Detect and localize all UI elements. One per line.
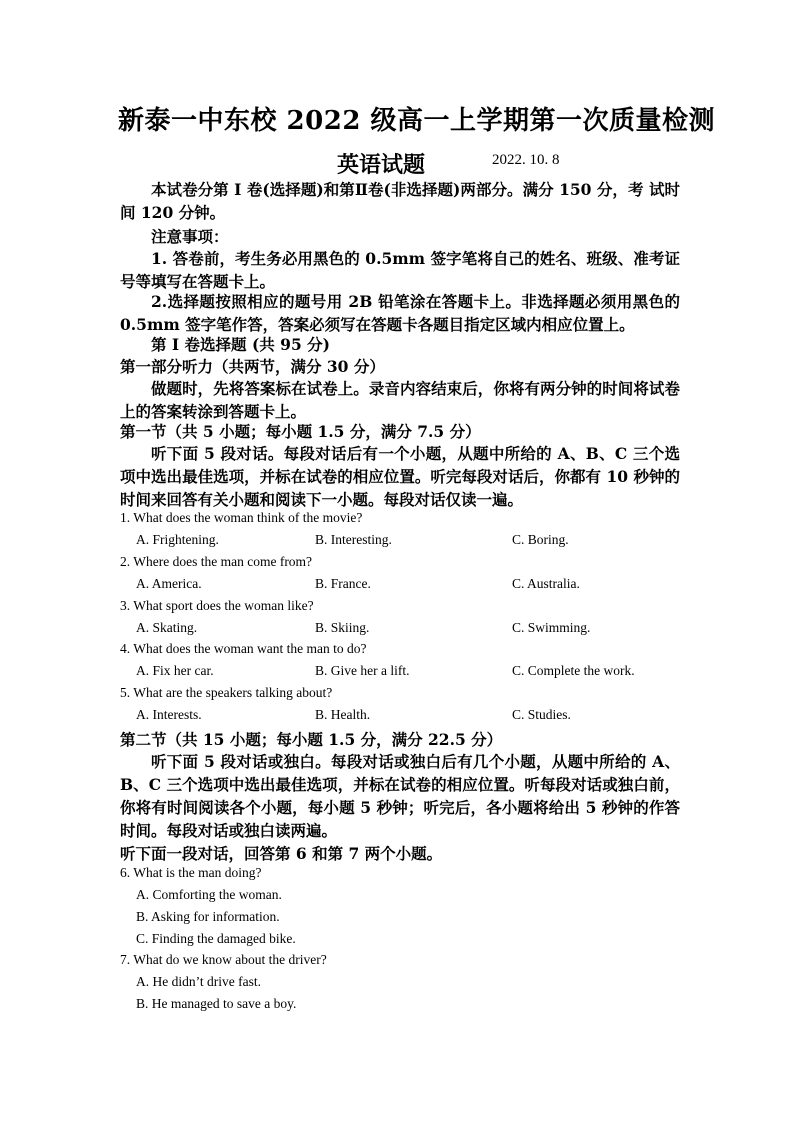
- question-1-option-a: A. Frightening.: [136, 532, 219, 547]
- notice-item-1: 1. 答卷前，考生务必用黑色的 0.5mm 签字笔将自己的姓名、班级、准考证号等填写在答题卡上。: [120, 249, 680, 291]
- exam-subtitle: 英语试题: [337, 152, 426, 178]
- question-4: 4. What does the woman want the man to do?: [120, 641, 367, 656]
- section2-instructions: 听下面 5 段对话或独白。每段对话或独白后有几个小题，从题中所给的 A、B、C 三个选项中选出最佳选项，并标在试卷的相应位置。听每段对话或独白前，你将有时间阅读各个小题，每小题 5 秒钟；听完后，各小题将给出 5 秒钟的作答时间。每段对话或独白读两遍。: [120, 752, 680, 840]
- question-2-option-c: C. Australia.: [512, 576, 580, 591]
- volume-heading: 第 I 卷选择题 (共 95 分): [151, 335, 330, 354]
- question-5-option-c: C. Studies.: [512, 707, 571, 722]
- question-2-option-a: A. America.: [136, 576, 202, 591]
- question-6: 6. What is the man doing?: [120, 865, 262, 880]
- question-1-option-c: C. Boring.: [512, 532, 569, 547]
- question-3-option-a: A. Skating.: [136, 620, 198, 635]
- question-3: 3. What sport does the woman like?: [120, 598, 314, 613]
- question-3-option-c: C. Swimming.: [512, 620, 591, 635]
- notice-heading: 注意事项：: [151, 227, 229, 246]
- question-4-option-b: B. Give her a lift.: [315, 663, 410, 678]
- question-6-option-a: A. Comforting the woman.: [136, 887, 282, 902]
- question-1: 1. What does the woman think of the movie?: [120, 510, 363, 525]
- question-5-option-b: B. Health.: [315, 707, 371, 722]
- question-2-option-b: B. France.: [315, 576, 371, 591]
- question-7: 7. What do we know about the driver?: [120, 952, 327, 967]
- dialogue-prompt: 听下面一段对话，回答第 6 和第 7 两个小题。: [120, 844, 443, 863]
- question-5: 5. What are the speakers talking about?: [120, 685, 333, 700]
- notice-item-2: 2.选择题按照相应的题号用 2B 铅笔涂在答题卡上。非选择题必须用黑色的 0.5mm 签字笔作答，答案必须写在答题卡各题目指定区域内相应位置上。: [120, 292, 680, 334]
- part1-heading: 第一部分听力（共两节，满分 30 分）: [120, 357, 385, 376]
- question-2: 2. Where does the man come from?: [120, 554, 313, 569]
- part1-instructions: 做题时，先将答案标在试卷上。录音内容结束后，你将有两分钟的时间将试卷上的答案转涂到答题卡上。: [120, 379, 680, 421]
- question-6-option-b: B. Asking for information.: [136, 909, 280, 924]
- question-4-option-a: A. Fix her car.: [136, 663, 214, 678]
- intro-paragraph: 本试卷分第 I 卷(选择题)和第Ⅱ卷(非选择题)两部分。满分 150 分，考 试时间 120 分钟。: [120, 180, 680, 222]
- question-6-option-c: C. Finding the damaged bike.: [136, 931, 296, 946]
- question-4-option-c: C. Complete the work.: [512, 663, 635, 678]
- question-3-option-b: B. Skiing.: [315, 620, 370, 635]
- question-5-option-a: A. Interests.: [136, 707, 202, 722]
- question-7-option-a: A. He didn’t drive fast.: [136, 974, 261, 989]
- exam-title: 新泰一中东校 2022 级高一上学期第一次质量检测: [118, 106, 715, 136]
- question-7-option-b: B. He managed to save a boy.: [136, 996, 297, 1011]
- section2-heading: 第二节（共 15 小题；每小题 1.5 分，满分 22.5 分）: [120, 730, 503, 749]
- section1-heading: 第一节（共 5 小题；每小题 1.5 分，满分 7.5 分）: [120, 422, 481, 441]
- question-1-option-b: B. Interesting.: [315, 532, 392, 547]
- section1-instructions: 听下面 5 段对话。每段对话后有一个小题，从题中所给的 A、B、C 三个选项中选出最佳选项，并标在试卷的相应位置。听完每段对话后，你都有 10 秒钟的时间来回答有关小题和阅读下一小题。每段对话仅读一遍。: [120, 444, 680, 509]
- exam-date: 2022. 10. 8: [492, 152, 560, 168]
